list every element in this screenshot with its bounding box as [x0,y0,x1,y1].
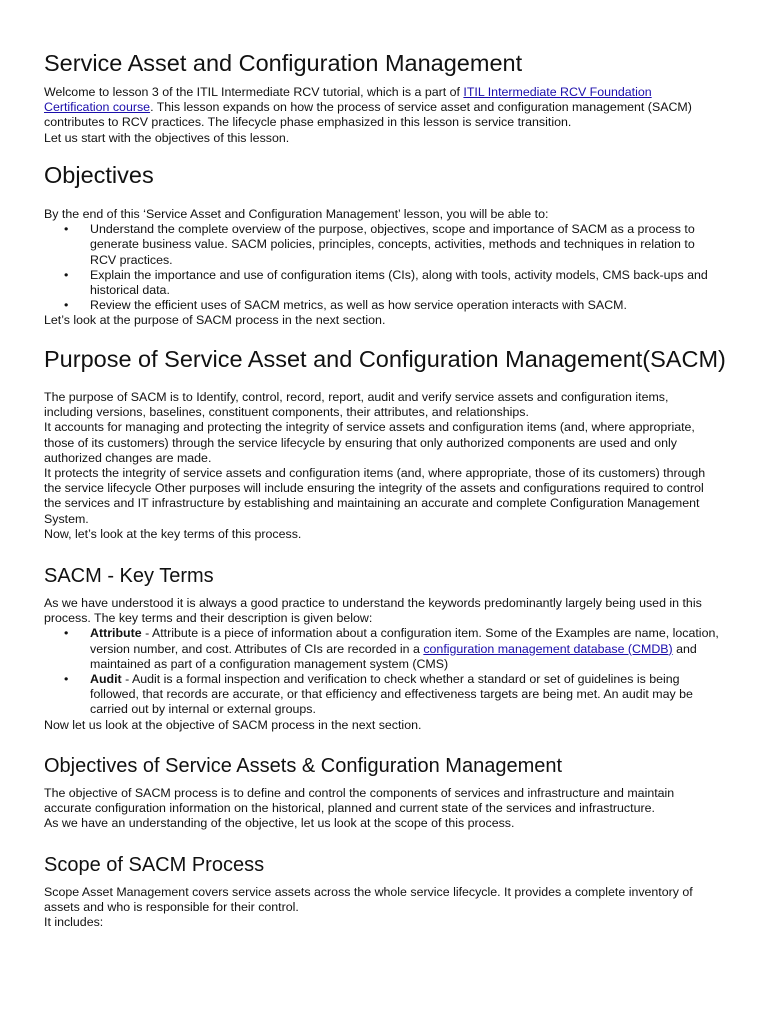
key-terms-list [44,626,720,717]
term-description-2: and maintained as part of a configuration management system (CMS) [90,641,697,671]
term-audit: Audit [90,672,122,687]
purpose-section [44,390,720,542]
key-terms-outro: Now let us look at the objective of SACM process in the next section. [44,717,422,732]
scope-paragraph: Scope Asset Management covers service assets across the whole service lifecycle. It provides a complete inventory of assets and who is responsible for their control. [44,885,693,915]
purpose-paragraph: It accounts for managing and protecting the integrity of service assets and configuration items (and, where appropriate, those of its customers) through the service lifecycle by ensuring that only authorized components are used and only authorized changes are made. [44,420,695,465]
term-description: - Attribute is a piece of information about a configuration item. Some of the Examples are name, location, version number, and cost. Attributes of CIs are recorded in a [90,626,719,656]
key-terms-heading: SACM - Key Terms [44,565,214,587]
objectives-lead: By the end of this ‘Service Asset and Configuration Management’ lesson, you will be able to: [44,207,549,221]
page-title: Service Asset and Configuration Management [44,50,523,76]
purpose-paragraph: It protects the integrity of service assets and configuration items (and, where appropriate, those of its customers) through the service lifecycle Other purposes will include ensuring the integrity of the assets and configurations required to control the services and IT infrastructure by establishing and maintaining an accurate and complete Configuration Management System. [44,466,706,526]
cmdb-link[interactable]: configuration management database (CMDB) [423,641,673,656]
term-attribute: Attribute [90,626,142,641]
scope-heading: Scope of SACM Process [44,854,265,876]
objectives-outro: Let’s look at the purpose of SACM process in the next section. [44,313,386,328]
intro-text-2: . This lesson expands on how the process of service asset and configuration management (SACM) contributes to RCV practices. The lifecycle phase emphasized in this lesson is service transition. [44,100,692,130]
scope-line: It includes: [44,915,104,930]
purpose-paragraph: The purpose of SACM is to Identify, control, record, report, audit and verify service assets and configuration items, including versions, baselines, constituent components, their attributes, and relationships. [44,390,669,420]
intro-text: Welcome to lesson 3 of the ITIL Intermediate RCV tutorial, which is a part of [44,85,464,99]
objectives-sacm-paragraph: The objective of SACM process is to define and control the components of services and infrastructure and maintain accurate configuration information on the historical, planned and current state of the services and infrastructure. [44,786,675,816]
list-item: • Explain the importance and use of configuration items (CIs), along with tools, activity models, CMS back-ups and historical data. [90,268,720,298]
objectives-section [44,207,720,329]
key-terms-lead: As we have understood it is always a good practice to understand the keywords predominantly largely being used in this process. The key terms and their description is given below: [44,596,702,626]
list-item: • Understand the complete overview of the purpose, objectives, scope and importance of SACM as a process to generate business value. SACM policies, principles, concepts, activities, methods and techniques in relation to RCV practices. [90,222,720,268]
intro-paragraph [44,85,720,131]
objectives-sacm-section [44,786,720,832]
purpose-heading: Purpose of Service Asset and Configuration Management(SACM) [44,346,726,372]
objectives-sacm-line: As we have an understanding of the objective, let us look at the scope of this process. [44,816,515,831]
intro-line: Let us start with the objectives of this lesson. [44,130,290,145]
scope-section [44,885,720,931]
certification-course-link[interactable]: ITIL Intermediate RCV Foundation Certification course [44,85,652,115]
list-item-attribute [90,626,720,672]
purpose-paragraph: Now, let’s look at the key terms of this process. [44,526,302,541]
intro-section [44,85,720,146]
key-terms-section [44,596,720,733]
objectives-list [44,222,720,313]
list-item-audit [90,672,720,718]
objectives-sacm-heading: Objectives of Service Assets & Configuration Management [44,755,563,777]
term-description: - Audit is a formal inspection and verification to check whether a standard or set of guidelines is being followed, that records are accurate, or that efficiency and effectiveness targets are being met. An audit may be carried out by internal or external groups. [90,672,693,717]
objectives-heading: Objectives [44,162,154,188]
list-item: • Review the efficient uses of SACM metrics, as well as how service operation interacts with SACM. [90,298,720,313]
